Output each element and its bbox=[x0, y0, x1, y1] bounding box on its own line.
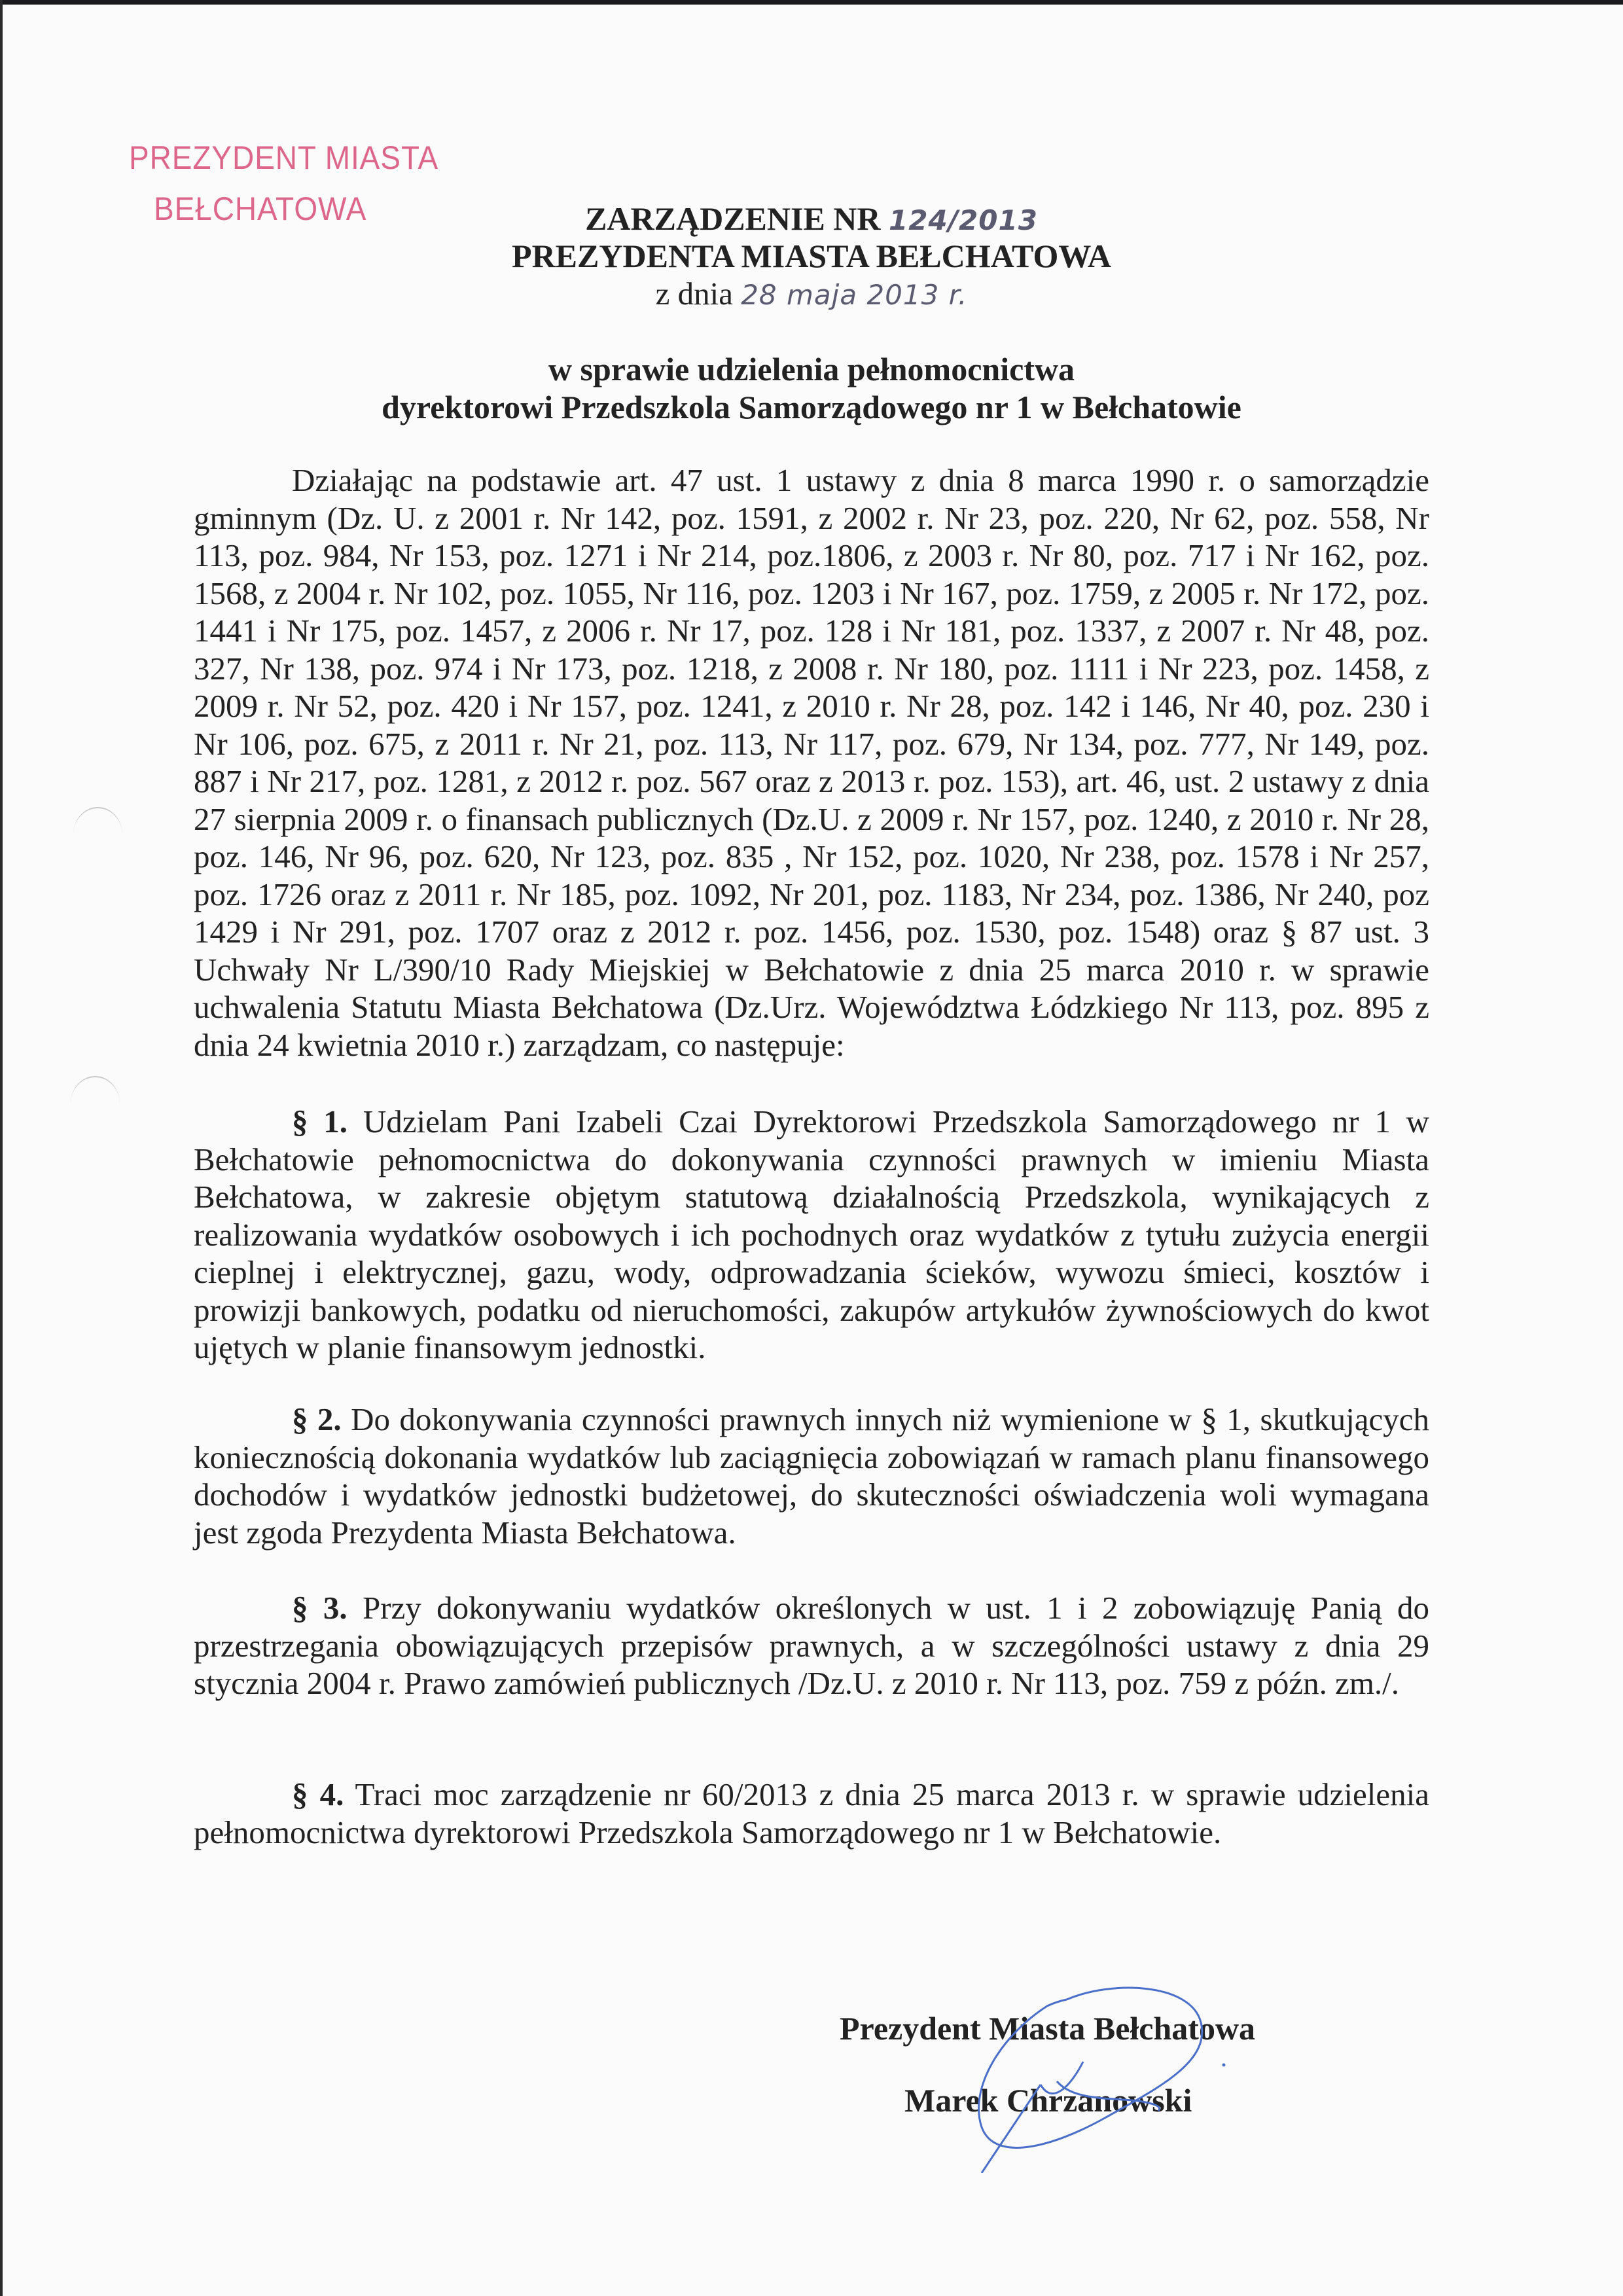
punch-hole-mark bbox=[73, 807, 122, 834]
section-4-label: § 4. bbox=[292, 1776, 344, 1812]
stamp-line-2: BEŁCHATOWA bbox=[154, 190, 367, 227]
handwritten-date: 28 maja 2013 r. bbox=[741, 279, 968, 311]
section-3-label: § 3. bbox=[292, 1590, 348, 1626]
scan-top-edge bbox=[0, 0, 1623, 5]
subject-line-2: dyrektorowi Przedszkola Samorządowego nr 1 w Bełchatowie bbox=[382, 389, 1241, 425]
issue-date: z dnia 28 maja 2013 r. bbox=[655, 276, 968, 312]
scan-left-edge bbox=[0, 0, 3, 2296]
section-3: § 3. Przy dokonywaniu wydatków określonych w ust. 1 i 2 zobowiązuję Panią do przestrzegania obowiązujących przepisów prawnych, a w szczególności ustawy z dnia 29 stycznia 2004 r. Prawo zamówień publicznych /Dz.U. z 2010 r. Nr 113, poz. 759 z późn. zm./. bbox=[194, 1590, 1429, 1701]
section-2: § 2. Do dokonywania czynności prawnych innych niż wymienione w § 1, skutkujących koniecznością dokonania wydatków lub zaciągnięcia zobowiązań w ramach planu finansowego dochodów i wydatków jednostki budżetowej, do skuteczności oświadczenia woli wymagana jest zgoda Prezydenta Miasta Bełchatowa. bbox=[194, 1401, 1430, 1551]
signatory-name: Marek Chrzanowski bbox=[904, 2082, 1192, 2119]
signatory-title: Prezydent Miasta Bełchatowa bbox=[840, 2010, 1256, 2047]
section-4: § 4. Traci moc zarządzenie nr 60/2013 z dnia 25 marca 2013 r. w sprawie udzielenia pełnomocnictwa dyrektorowi Przedszkola Samorządowego nr 1 w Bełchatowie. bbox=[194, 1776, 1429, 1850]
section-1-label: § 1. bbox=[292, 1103, 348, 1139]
handwritten-ordinance-number: 124/2013 bbox=[889, 204, 1038, 236]
ordinance-title: ZARZĄDZENIE NR 124/2013 bbox=[585, 200, 1038, 237]
punch-hole-mark bbox=[71, 1076, 120, 1103]
handwritten-signature-icon bbox=[942, 1977, 1243, 2173]
section-2-label: § 2. bbox=[292, 1401, 342, 1437]
preamble-paragraph: Działając na podstawie art. 47 ust. 1 ustawy z dnia 8 marca 1990 r. o samorządzie gminnym (Dz. U. z 2001 r. Nr 142, poz. 1591, z 2002 r. Nr 23, poz. 220, Nr 62, poz. 558, Nr 113, poz. 984, Nr 153, poz. 1271 i Nr 214, poz.1806, z 2003 r. Nr 80, poz. 717 i Nr 162, poz. 1568, z 2004 r. Nr 102, poz. 1055, Nr 116, poz. 1203 i Nr 167, poz. 1759, z 2005 r. Nr 172, poz. 1441 i Nr 175, poz. 1457, z 2006 r. Nr 17, poz. 128 i Nr 181, poz. 1337, z 2007 r. Nr 48, poz. 327, Nr 138, poz. 974 i Nr 173, poz. 1218, z 2008 r. Nr 180, poz. 1111 i Nr 223, poz. 1458, z 2009 r. Nr 52, poz. 420 i Nr 157, poz. 1241, z 2010 r. Nr 28, poz. 142 i 146, Nr 40, poz. 230 i Nr 106, poz. 675, z 2011 r. Nr 21, poz. 113, Nr 117, poz. 679, Nr 134, poz. 777, Nr 149, poz. 887 i Nr 217, poz. 1281, z 2012 r. poz. 567 oraz z 2013 r. poz. 153), art. 46, ust. 2 ustawy z dnia 27 sierpnia 2009 r. o finansach publicznych (Dz.U. z 2009 r. Nr 157, poz. 1240, z 2010 r. Nr 28, poz. 146, Nr 96, poz. 620, Nr 123, poz. 835 , Nr 152, poz. 1020, Nr 238, poz. 1578 i Nr 257, poz. 1726 oraz z 2011 r. Nr 185, poz. 1092, Nr 201, poz. 1183, Nr 234, poz. 1386, Nr 240, poz 1429 i Nr 291, poz. 1707 oraz z 2012 r. poz. 1456, poz. 1530, poz. 1548) oraz § 87 ust. 3 Uchwały Nr L/390/10 Rady Miejskiej w Bełchatowie z dnia 25 marca 2010 r. w sprawie uchwalenia Statutu Miasta Bełchatowa (Dz.Urz. Województwa Łódzkiego Nr 113, poz. 895 z dnia 24 kwietnia 2010 r.) zarządzam, co następuje: bbox=[194, 462, 1429, 1063]
section-1: § 1. Udzielam Pani Izabeli Czai Dyrektorowi Przedszkola Samorządowego nr 1 w Bełchatowie pełnomocnictwa do dokonywania czynności prawnych w imieniu Miasta Bełchatowa, w zakresie objętym statutową działalnością Przedszkola, wynikających z realizowania wydatków osobowych i ich pochodnych oraz wydatków z tytułu zużycia energii cieplnej i elektrycznej, gazu, wody, odprowadzania ścieków, wywozu śmieci, kosztów i prowizji bankowych, podatku od nieruchomości, zakupów artykułów żywnościowych do kwot ujętych w planie finansowym jednostki. bbox=[194, 1103, 1429, 1365]
issuer-title: PREZYDENTA MIASTA BEŁCHATOWA bbox=[512, 238, 1111, 274]
stamp-line-1: PREZYDENT MIASTA bbox=[129, 139, 439, 176]
subject-line-1: w sprawie udzielenia pełnomocnictwa bbox=[548, 351, 1075, 387]
